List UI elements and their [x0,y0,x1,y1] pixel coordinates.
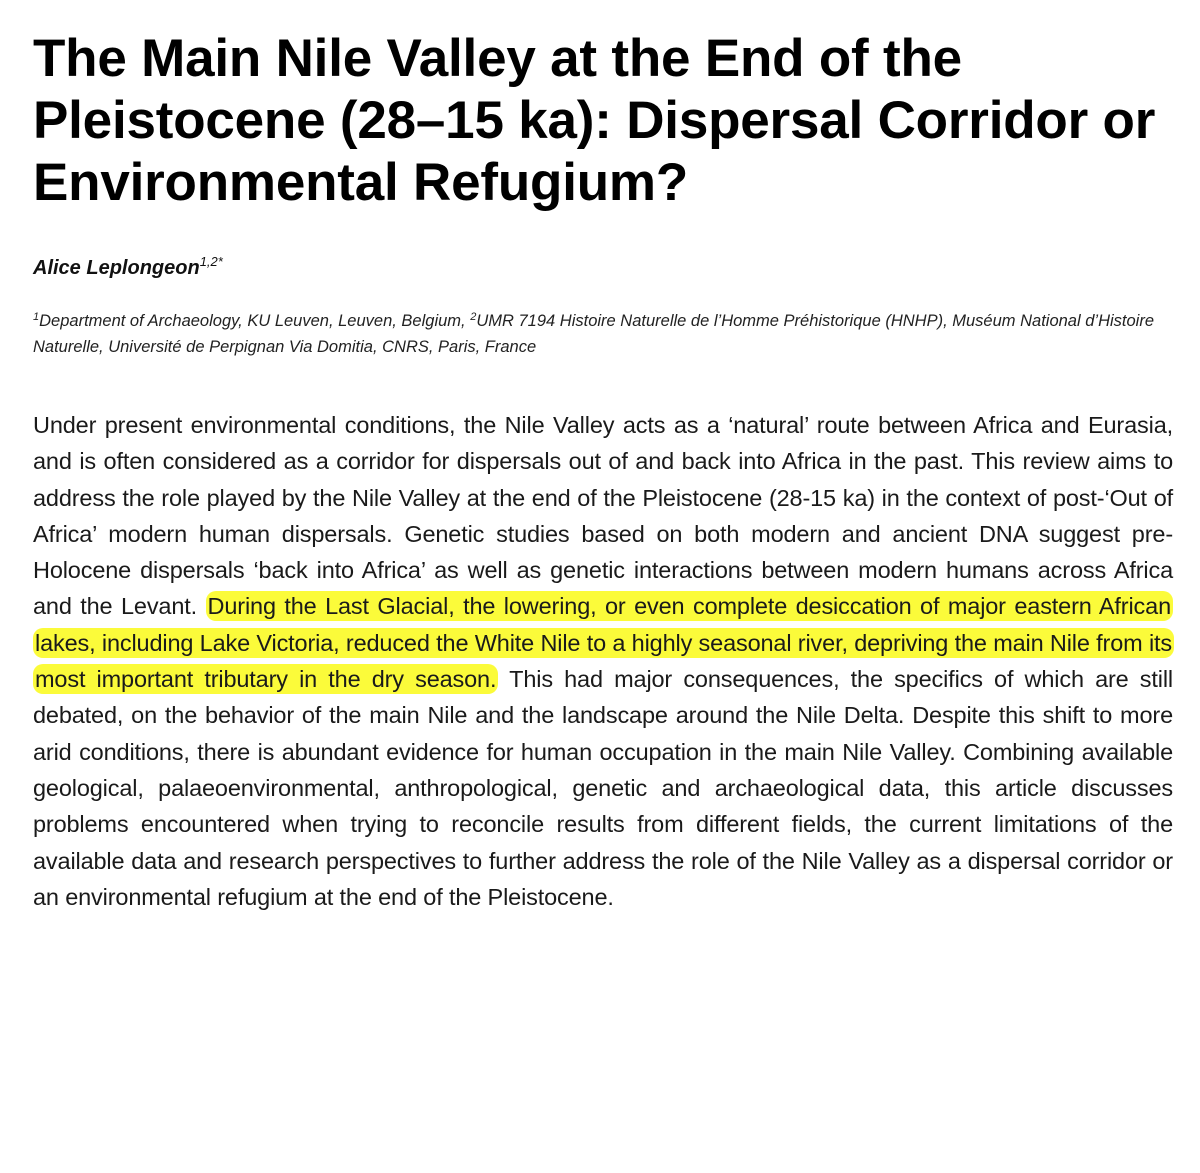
abstract [33,407,1173,915]
author-name: Alice Leplongeon [33,257,200,279]
paper-title: The Main Nile Valley at the End of the Pleistocene (28–15 ka): Dispersal Corridor or Environmental Refugium? [33,29,1156,212]
affiliation-mark-1: 1 [33,311,40,323]
paper-page [33,28,1173,939]
author-line [33,254,1173,280]
affiliations [33,304,1173,360]
highlighted-passage: During the Last Glacial, the lowering, or even complete desiccation of major eastern African lakes, including Lake Victoria, reduced the White Nile to a highly seasonal river, depriving the main Nile from its most important tributary in the dry season. [35,593,1173,693]
affiliation-2: UMR 7194 Histoire Naturelle de l’Homme Préhistorique (HNHP), Muséum National d’Histoire Naturelle, Université de Perpignan Via Domitia, CNRS, Paris, France [33,312,1154,356]
affiliation-1: Department of Archaeology, KU Leuven, Leuven, Belgium, [39,312,471,330]
abstract-text-after: This had major consequences, the specifics of which are still debated, on the behavior of the main Nile and the landscape around the Nile Delta. Despite this shift to more arid conditions, there is abundant evidence for human occupation in the main Nile Valley. Combining available geological, palaeoenvironmental, anthropological, genetic and archaeological data, this article discusses problems encountered when trying to reconcile results from different fields, the current limitations of the available data and research perspectives to further address the role of the Nile Valley as a dispersal corridor or an environmental refugium at the end of the Pleistocene. [33,666,1173,910]
abstract-text-before: Under present environmental conditions, the Nile Valley acts as a ‘natural’ route between Africa and Eurasia, and is often considered as a corridor for dispersals out of and back into Africa in the past. This review aims to address the role played by the Nile Valley at the end of the Pleistocene (28-15 ka) in the context of post-‘Out of Africa’ modern human dispersals. Genetic studies based on both modern and ancient DNA suggest pre-Holocene dispersals ‘back into Africa’ as well as genetic interactions between modern humans across Africa and the Levant. [33,412,1173,620]
affiliation-mark-2: 2 [470,311,477,323]
author-affiliation-marks: 1,2* [199,254,223,269]
